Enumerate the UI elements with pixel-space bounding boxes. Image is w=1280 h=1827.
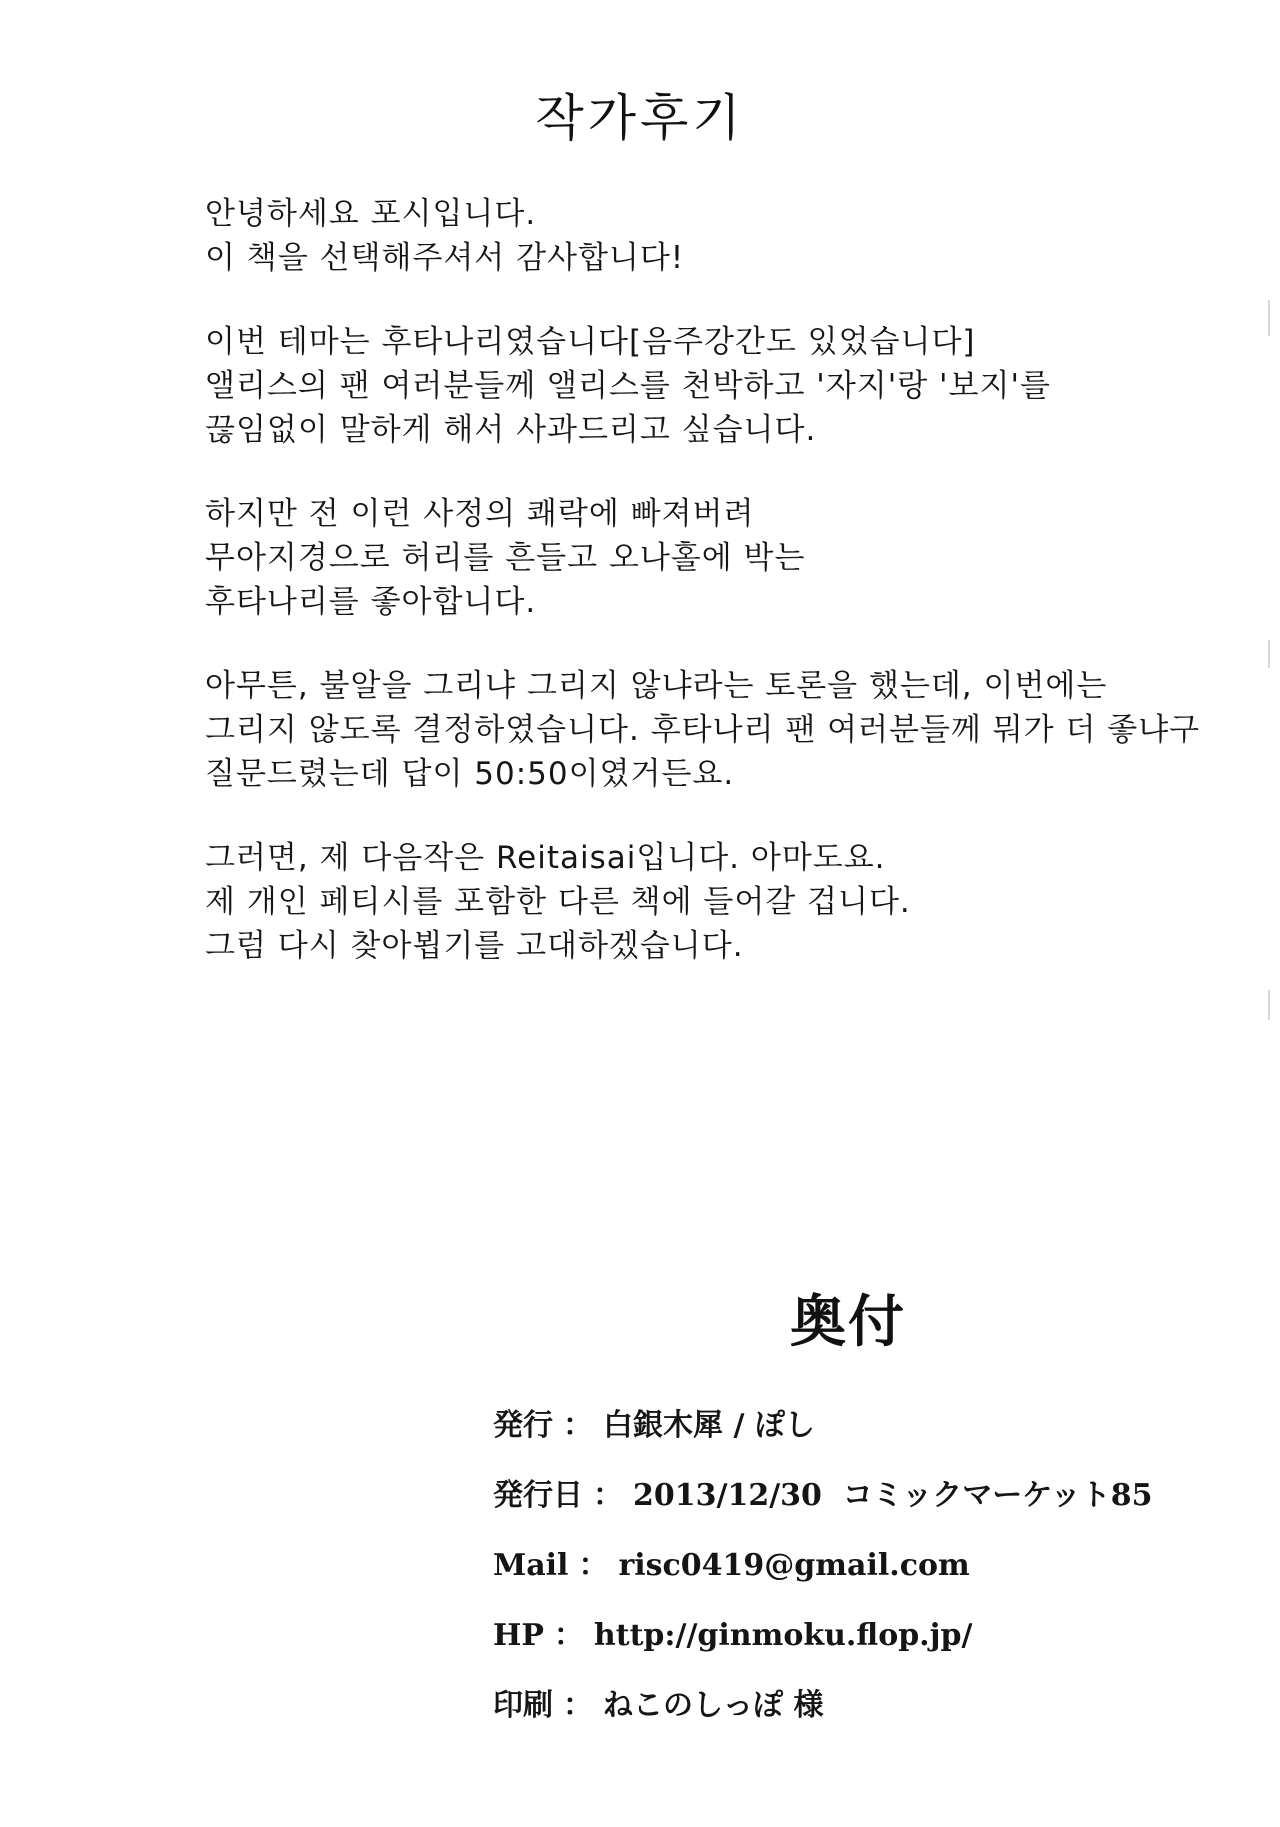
colophon-row-printer — [493, 1680, 1253, 1750]
afterword-paragraph — [205, 492, 1205, 624]
colophon-separator: ： — [578, 1548, 609, 1583]
scan-speck — [1268, 640, 1270, 668]
colophon-label: 発行日 — [493, 1478, 583, 1513]
afterword-line: 무아지경으로 허리를 흔들고 오나홀에 박는 — [205, 540, 806, 576]
colophon-url: http://ginmoku.flop.jp/ — [593, 1618, 973, 1653]
afterword-line: 안녕하세요 포시입니다. — [205, 196, 537, 232]
afterword-line: 그럼 다시 찾아뵙기를 고대하겠습니다. — [205, 928, 744, 964]
afterword-paragraph — [205, 836, 1205, 968]
afterword-line: 이번 테마는 후타나리였습니다[음주강간도 있었습니다] — [205, 324, 976, 360]
colophon-row-homepage — [493, 1610, 1253, 1680]
afterword-line: 앨리스의 팬 여러분들께 앨리스를 천박하고 '자지'랑 '보지'를 — [205, 368, 1051, 404]
colophon-label: HP — [493, 1618, 544, 1653]
colophon-separator: ： — [563, 1408, 593, 1443]
colophon — [493, 1400, 1253, 1750]
scan-speck — [1268, 300, 1270, 336]
afterword-line: 그리지 않도록 결정하였습니다. 후타나리 팬 여러분들께 뭐가 더 좋냐구 — [205, 712, 1201, 748]
afterword-paragraph — [205, 664, 1205, 796]
colophon-row-mail — [493, 1540, 1253, 1610]
colophon-label: 印刷 — [493, 1688, 553, 1723]
colophon-row-date — [493, 1470, 1253, 1540]
afterword-line: 그러면, 제 다음작은 Reitaisai입니다. 아마도요. — [205, 840, 886, 876]
colophon-value: ねこのしっぽ 様 — [603, 1688, 824, 1723]
afterword-line: 제 개인 페티시를 포함한 다른 책에 들어갈 겁니다. — [205, 884, 911, 920]
afterword-line: 아무튼, 불알을 그리냐 그리지 않냐라는 토론을 했는데, 이번에는 — [205, 668, 1108, 704]
colophon-row-publisher — [493, 1400, 1253, 1470]
scan-speck — [1268, 990, 1270, 1020]
colophon-separator: ： — [553, 1618, 584, 1653]
afterword-paragraph — [205, 320, 1205, 452]
colophon-separator: ： — [563, 1688, 593, 1723]
colophon-label: Mail — [493, 1548, 569, 1583]
afterword-line: 질문드렸는데 답이 50:50이였거든요. — [205, 756, 735, 792]
afterword-title: 작가후기 — [535, 89, 745, 147]
colophon-value: 白銀木犀 / ぽし — [603, 1408, 815, 1443]
colophon-title: 奥付 — [790, 1289, 906, 1355]
colophon-email: risc0419@gmail.com — [618, 1548, 970, 1583]
colophon-label: 発行 — [493, 1408, 553, 1443]
afterword-line: 하지만 전 이런 사정의 쾌락에 빠져버려 — [205, 496, 755, 532]
colophon-value: 2013/12/30 コミックマーケット85 — [633, 1478, 1153, 1513]
afterword-paragraph — [205, 192, 1205, 280]
afterword-line: 후타나리를 좋아합니다. — [205, 584, 537, 620]
afterword-line: 끊임없이 말하게 해서 사과드리고 싶습니다. — [205, 412, 817, 448]
afterword-line: 이 책을 선택해주셔서 감사합니다! — [205, 240, 685, 276]
afterword-body — [205, 192, 1205, 1008]
colophon-separator: ： — [593, 1478, 623, 1513]
